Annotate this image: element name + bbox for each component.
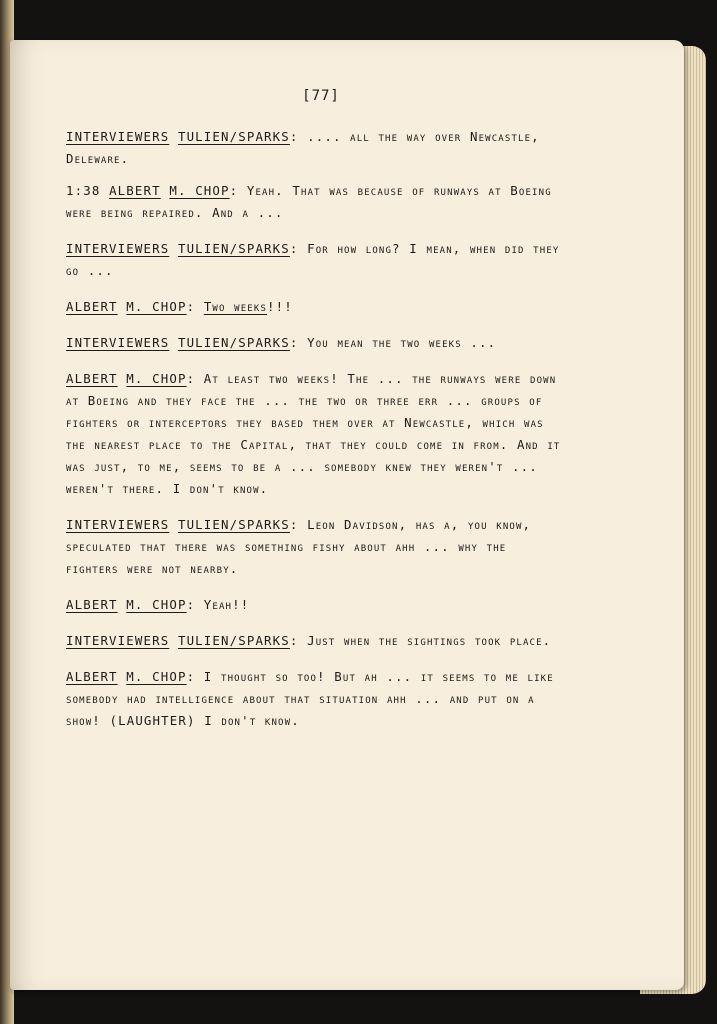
speaker-name: INTERVIEWERS: [66, 335, 170, 350]
transcript-paragraph: [66, 332, 566, 354]
speaker-name: TULIEN/SPARKS: [177, 633, 290, 648]
speaker-name: TULIEN/SPARKS: [177, 335, 290, 350]
transcript-content: [66, 88, 566, 746]
speaker-name: TULIEN/SPARKS: [177, 241, 290, 256]
transcript-paragraph: [66, 630, 566, 652]
paragraph-text: :: [186, 299, 204, 314]
speaker-name: ALBERT: [66, 371, 118, 386]
speaker-name: ALBERT: [109, 183, 161, 198]
transcript-paragraph: [66, 666, 566, 732]
paragraph-text: : You mean the two weeks ...: [289, 335, 497, 350]
transcript-paragraph: [66, 180, 566, 224]
speaker-name: ALBERT: [66, 669, 118, 684]
paragraph-text-after: !!!: [267, 299, 293, 314]
paragraph-text: : At least two weeks! The ... the runways were down at Boeing and they face the ... the two or three err ... groups of fighters or interceptors they based them over at Newcastle, which was the nearest place to the Capital, that they could come in from. And it was just, to me, seems to be a ... somebody knew they weren't ... weren't there. I don't know.: [66, 371, 561, 496]
paragraph-text: : Yeah. That was because of runways at Boeing were being repaired. And a ...: [66, 183, 552, 220]
speaker-name: TULIEN/SPARKS: [177, 129, 290, 144]
emphasized-text: Two weeks: [203, 299, 268, 314]
paragraph-text: : Yeah!!: [186, 597, 250, 612]
transcript-paragraph: [66, 514, 566, 580]
speaker-name: M. CHOP: [126, 597, 187, 612]
paragraph-text: : I thought so too! But ah ... it seems to me like somebody had intelligence about that situation ahh ... and put on a show! (LAUGHTER) I don't know.: [66, 669, 554, 728]
transcript-paragraph: [66, 296, 566, 318]
speaker-name: INTERVIEWERS: [66, 517, 170, 532]
transcript-paragraph: [66, 238, 566, 282]
paragraph-text: : For how long? I mean, when did they go ...: [66, 241, 560, 278]
speaker-name: ALBERT: [66, 299, 118, 314]
transcript-paragraph: [66, 368, 566, 500]
transcript-paragraph: [66, 594, 566, 616]
speaker-name: M. CHOP: [169, 183, 230, 198]
speaker-name: M. CHOP: [126, 299, 187, 314]
speaker-name: ALBERT: [66, 597, 118, 612]
speaker-name: INTERVIEWERS: [66, 241, 170, 256]
speaker-name: INTERVIEWERS: [66, 633, 170, 648]
document-page: [10, 40, 684, 990]
speaker-name: M. CHOP: [126, 371, 187, 386]
speaker-name: INTERVIEWERS: [66, 129, 170, 144]
speaker-name: TULIEN/SPARKS: [177, 517, 290, 532]
timestamp: 1:38: [66, 183, 110, 198]
transcript-paragraph: [66, 126, 566, 170]
paragraph-text: : Just when the sightings took place.: [289, 633, 552, 648]
paragraph-text: : .... all the way over Newcastle, Deleware.: [66, 129, 540, 166]
page-number: [77]: [302, 88, 340, 104]
speaker-name: M. CHOP: [126, 669, 187, 684]
paragraph-text: : Leon Davidson, has a, you know, speculated that there was something fishy about ahh ... why the fighters were not nearby.: [66, 517, 532, 576]
